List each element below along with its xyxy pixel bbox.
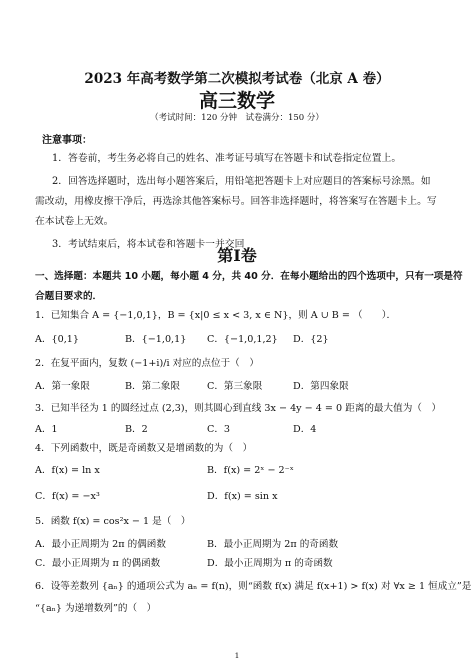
note-line: 1．答卷前，考生务必将自己的姓名、准考证号填写在答题卡和试卷指定位置上。 <box>52 153 402 164</box>
option-d: D．{2} <box>293 334 329 345</box>
option-b: B．{−1,0,1} <box>125 334 187 345</box>
note-line: 在本试卷上无效。 <box>35 216 114 227</box>
option-c: C．{−1,0,1,2} <box>207 334 278 345</box>
note-line: 3．考试结束后，将本试卷和答题卡一并交回 <box>52 239 245 250</box>
question-stem: 2．在复平面内，复数 (−1+i)/i 对应的点位于（ ） <box>35 358 259 369</box>
notes-title: 注意事项： <box>42 135 92 146</box>
question-stem: 3．已知半径为 1 的圆经过点 (2,3)，则其圆心到直线 3x − 4y − 4 = 0 距离的最大值为（ ） <box>35 403 442 414</box>
question-stem: 4．下列函数中，既是奇函数又是增函数的为（ ） <box>35 443 253 454</box>
option-b: B．最小正周期为 2π 的奇函数 <box>207 539 339 550</box>
note-line: 2．回答选择题时，选出每小题答案后，用铅笔把答题卡上对应题目的答案标号涂黑。如 <box>52 176 431 187</box>
option-a: A．第一象限 <box>35 381 90 392</box>
exam-title: 2023 年高考数学第二次模拟考试卷（北京 A 卷） <box>84 71 390 87</box>
question-stem: 5．函数 f(x) = cos²x − 1 是（ ） <box>35 516 191 527</box>
option-c: C．f(x) = −x³ <box>35 491 100 502</box>
question-stem: 6．设等差数列 {aₙ} 的通项公式为 aₙ = f(n)，则“函数 f(x) 满足 f(x+1) > f(x) 对 ∀x ≥ 1 恒成立”是 <box>35 581 472 592</box>
note-line: 需改动，用橡皮擦干净后，再选涂其他答案标号。回答非选择题时，将答案写在答题卡上。写 <box>35 196 437 207</box>
option-d: D．4 <box>293 424 317 435</box>
option-d: D．第四象限 <box>293 381 349 392</box>
option-a: A．{0,1} <box>35 334 79 345</box>
part-description: 合题目要求的． <box>35 291 103 302</box>
part-description: 一、选择题：本题共 10 小题，每小题 4 分，共 40 分．在每小题给出的四个选项中，只有一项是符 <box>35 271 463 282</box>
subject-title: 高三数学 <box>198 90 275 112</box>
option-a: A．最小正周期为 2π 的偶函数 <box>35 539 166 550</box>
option-b: B．第二象限 <box>125 381 181 392</box>
question-stem-continued: “{aₙ} 为递增数列”的（ ） <box>35 603 157 614</box>
option-d: D．f(x) = sin x <box>207 491 278 502</box>
option-a: A．1 <box>35 424 58 435</box>
section-title: 第Ⅰ卷 <box>217 246 257 265</box>
page-number: 1 <box>234 651 240 660</box>
option-b: B．2 <box>125 424 148 435</box>
option-b: B．f(x) = 2ˣ − 2⁻ˣ <box>207 465 294 476</box>
option-c: C．3 <box>207 424 231 435</box>
question-stem: 1．已知集合 A = {−1,0,1}，B = {x|0 ≤ x < 3, x ∈ N}，则 A ∪ B = （ ）． <box>35 310 397 321</box>
option-c: C．最小正周期为 π 的偶函数 <box>35 558 161 569</box>
option-d: D．最小正周期为 π 的奇函数 <box>207 558 333 569</box>
exam-info: （考试时间：120 分钟 试卷满分：150 分） <box>150 113 324 123</box>
option-a: A．f(x) = ln x <box>35 465 100 476</box>
option-c: C．第三象限 <box>207 381 263 392</box>
